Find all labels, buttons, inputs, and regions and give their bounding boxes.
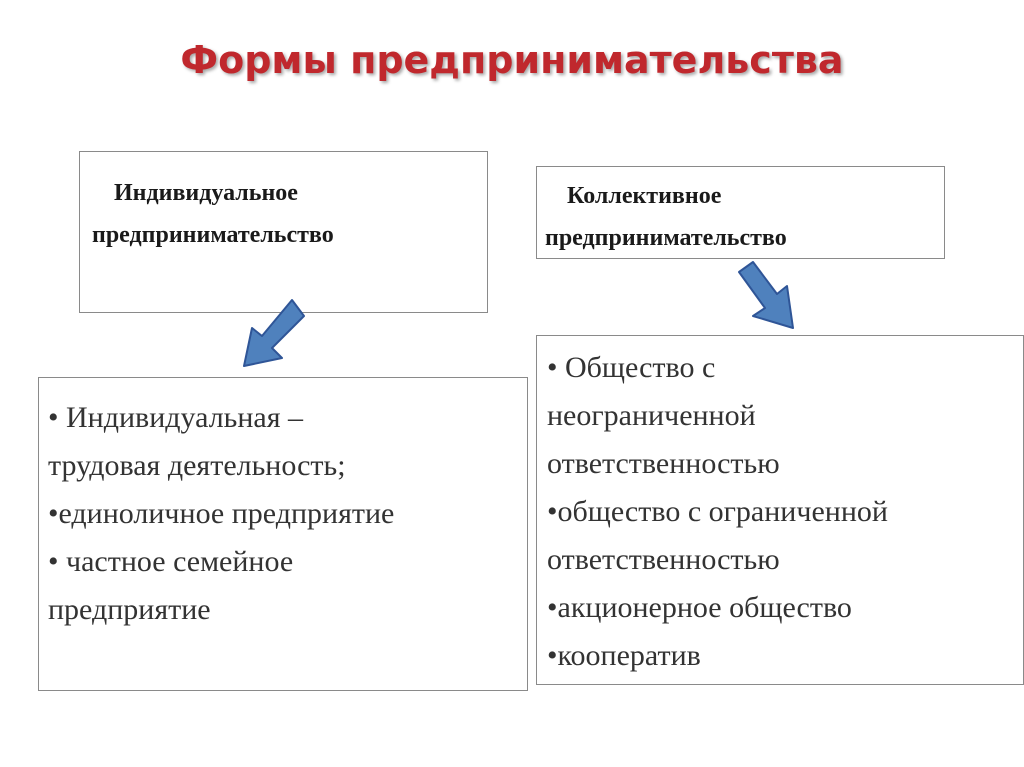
list-item: • частное семейное [48, 545, 294, 578]
list-item: •общество с ограниченной [547, 495, 888, 528]
arrow-down-left-icon [236, 296, 306, 370]
individual-forms-box [38, 377, 528, 691]
list-item: ответственностью [547, 447, 780, 480]
list-item: неограниченной [547, 399, 756, 432]
list-item: трудовая деятельность; [48, 449, 346, 482]
list-item: • Индивидуальная – [48, 401, 304, 434]
arrow-down-right-icon [735, 258, 799, 332]
slide-title: Формы предпринимательства [180, 38, 844, 82]
individual-forms-list [39, 378, 527, 634]
collective-forms-box [536, 335, 1024, 685]
collective-heading [545, 175, 787, 259]
list-item: •кооператив [547, 639, 701, 672]
individual-heading-box [79, 151, 488, 313]
list-item: • Общество с [547, 351, 716, 384]
collective-forms-list [537, 336, 1023, 680]
list-item: предприятие [48, 593, 211, 626]
individual-heading-line2: предпринимательство [92, 222, 334, 248]
individual-heading-line1: Индивидуальное [114, 180, 298, 206]
list-item: •акционерное общество [547, 591, 852, 624]
individual-heading [92, 172, 334, 256]
collective-heading-line1: Коллективное [567, 183, 722, 209]
collective-heading-box [536, 166, 945, 259]
collective-heading-line2: предпринимательство [545, 225, 787, 251]
list-item: •единоличное предприятие [48, 497, 395, 530]
list-item: ответственностью [547, 543, 780, 576]
